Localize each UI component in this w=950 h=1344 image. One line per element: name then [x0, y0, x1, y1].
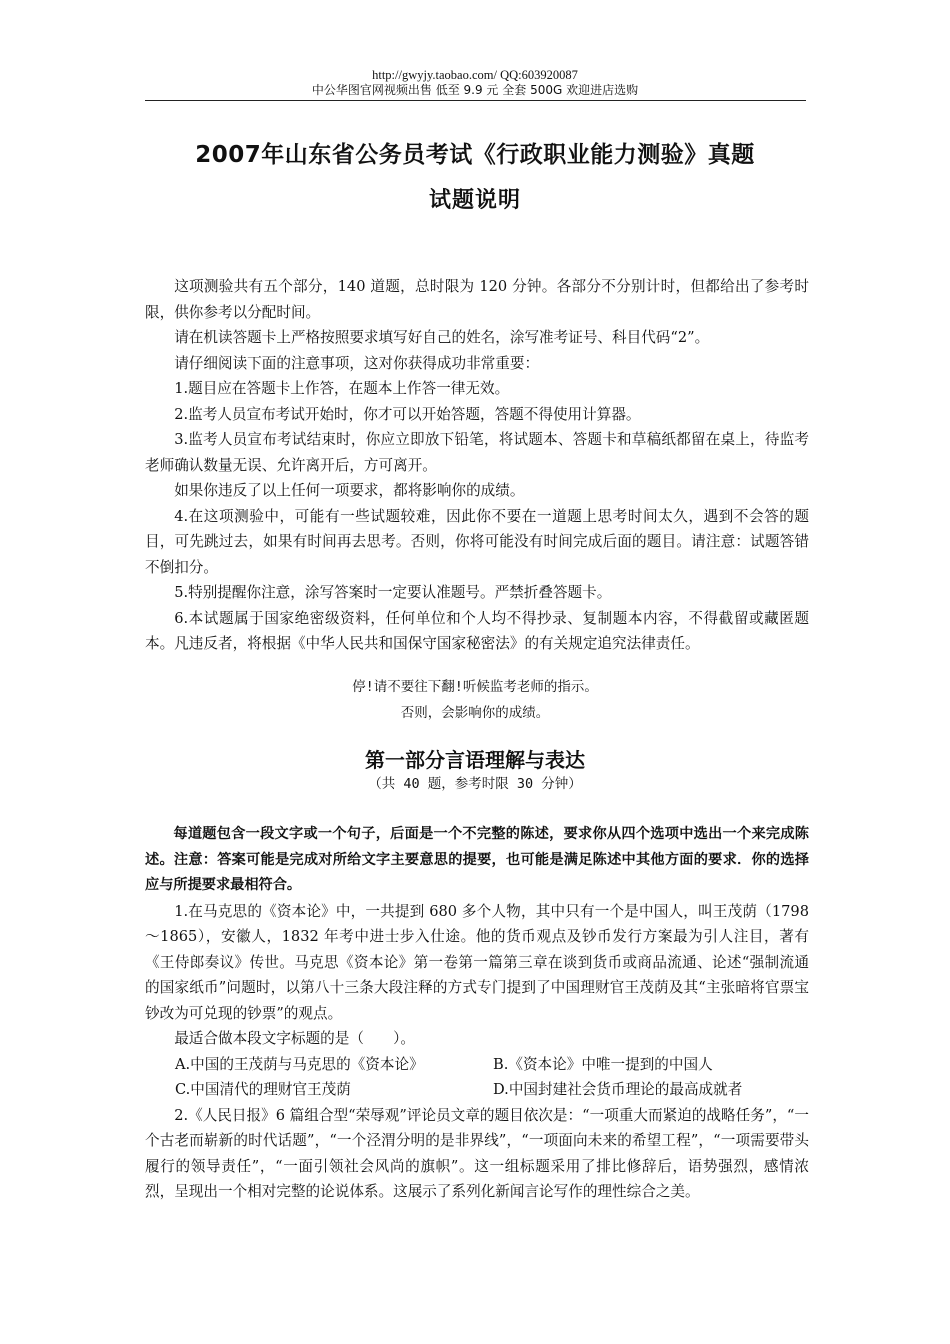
option-b: B.《资本论》中唯一提到的中国人 [493, 1055, 713, 1073]
header-divider [145, 100, 806, 101]
question-1-text: 1.在马克思的《资本论》中，一共提到 680 多个人物，其中只有一个是中国人，叫王茂荫（1798～1865），安徽人，1832 年考中进士步入仕途。他的货币观点及钞币发行方案最为引人注目，著有《王侍郎奏议》传世。马克思《资本论》第一卷第一篇第三章在谈到货币或商品流通、论述“强制流通的国家纸币”问题时，以第八十三条大段注释的方式专门提到了中国理财官王茂荫及其“主张暗将官票宝钞改为可兑现的钞票”的观点。 [145, 902, 809, 1022]
page-title: 2007年山东省公务员考试《行政职业能力测验》真题 [195, 142, 755, 168]
question-1-options-row [145, 1077, 809, 1103]
stop-notice [0, 674, 950, 726]
intro-paragraph: 请仔细阅读下面的注意事项，这对你获得成功非常重要： [174, 354, 540, 372]
intro-rule-3: 3.监考人员宣布考试结束时，你应立即放下铅笔，将试题本、答题卡和草稿纸都留在桌上，待监考老师确认数量无误、允许离开后，方可离开。 [145, 431, 809, 474]
question-1-options-row [145, 1052, 809, 1078]
section-instruction: 每道题包含一段文字或一个句子，后面是一个不完整的陈述，要求你从四个选项中选出一个来完成陈述。注意：答案可能是完成对所给文字主要意思的提要，也可能是满足陈述中其他方面的要求．你的选择应与所提要求最相符合。 [145, 826, 809, 893]
option-d: D.中国封建社会货币理论的最高成就者 [493, 1081, 743, 1098]
intro-rule-4: 4.在这项测验中，可能有一些试题较难，因此你不要在一道题上思考时间太久，遇到不会答的题目，可先跳过去，如果有时间再去思考。否则，你将可能没有时间完成后面的题目。请注意：试题答错不倒扣分。 [145, 507, 809, 576]
intro-rule-1: 1.题目应在答题卡上作答，在题本上作答一律无效。 [174, 380, 510, 397]
header-url: http://gwyjy.taobao.com/ QQ:603920087 [372, 68, 578, 82]
intro-rule-5: 5.特别提醒你注意，涂写答案时一定要认准题号。严禁折叠答题卡。 [174, 584, 612, 601]
question-2-text: 2.《人民日报》6 篇组合型“荣辱观”评论员文章的题目依次是：“一项重大而紧迫的战略任务”，“一个古老而崭新的时代话题”，“一个泾渭分明的是非界线”，“一项面向未来的希望工程”，“一项需要带头履行的领导责任”，“一面引领社会风尚的旗帜”。这一组标题采用了排比修辞后，语势强烈，感情浓烈，呈现出一个相对完整的论说体系。这展示了系列化新闻言论写作的理性综合之美。 [145, 1106, 809, 1200]
intro-rule-6: 6.本试题属于国家绝密级资料，任何单位和个人均不得抄录、复制题本内容，不得截留或藏匿题本。凡违反者，将根据《中华人民共和国保守国家秘密法》的有关规定追究法律责任。 [145, 609, 809, 652]
intro-block [145, 274, 809, 657]
stop-notice-line2: 否则，会影响你的成绩。 [400, 705, 550, 721]
section-subtitle: （共 40 题，参考时限 30 分钟） [368, 776, 582, 792]
page-header [0, 68, 950, 98]
stop-notice-line1: 停!请不要往下翻!听候监考老师的指示。 [352, 679, 598, 695]
section-body [145, 822, 809, 1205]
option-c: C.中国清代的理财官王茂荫 [175, 1081, 351, 1098]
header-ad: 中公华图官网视频出售 低至 9.9 元 全套 500G 欢迎进店选购 [311, 83, 639, 97]
intro-paragraph: 如果你违反了以上任何一项要求，都将影响你的成绩。 [174, 482, 525, 499]
page-subtitle: 试题说明 [428, 188, 521, 213]
option-a: A.中国的王茂荫与马克思的《资本论》 [175, 1055, 424, 1073]
question-1-prompt: 最适合做本段文字标题的是（ ）。 [174, 1030, 415, 1047]
intro-rule-2: 2.监考人员宣布考试开始时，你才可以开始答题，答题不得使用计算器。 [174, 405, 641, 423]
section-title: 第一部分言语理解与表达 [365, 748, 585, 772]
intro-paragraph: 请在机读答题卡上严格按照要求填写好自己的姓名，涂写准考证号、科目代码“2”。 [174, 329, 710, 346]
intro-paragraph: 这项测验共有五个部分，140 道题，总时限为 120 分钟。各部分不分别计时，但都给出了参考时限，供你参考以分配时间。 [145, 278, 809, 321]
